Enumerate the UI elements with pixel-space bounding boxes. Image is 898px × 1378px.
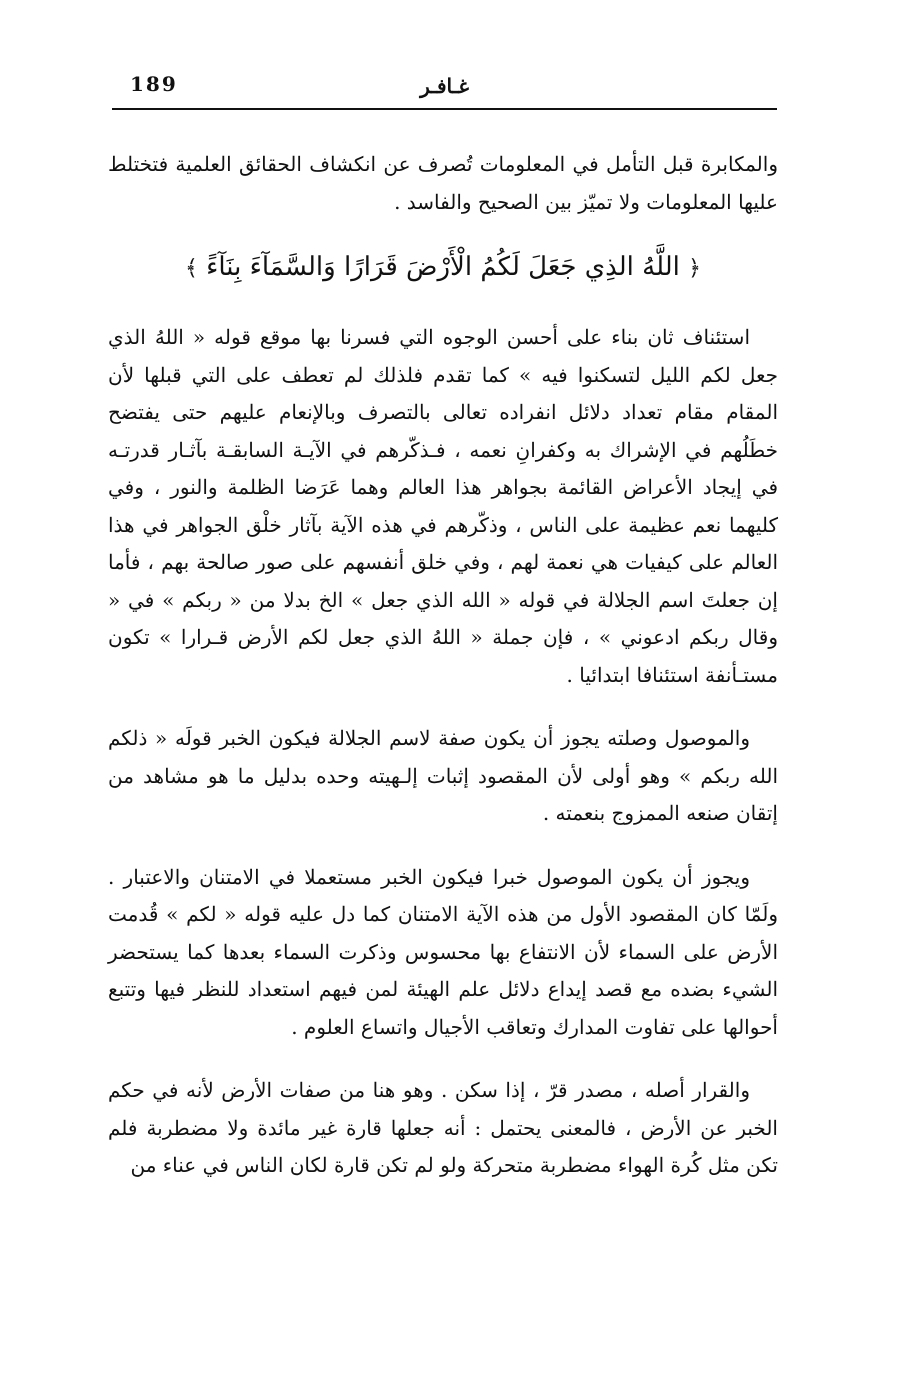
verse-text: اللَّهُ الذِي جَعَلَ لَكُمُ الْأَرْضَ قَرَارًا وَالسَّمَآءَ بِنَآءً bbox=[206, 252, 680, 282]
commentary-paragraph-4: والقرار أصله ، مصدر قرّ ، إذا سكن . وهو هنا من صفات الأرض لأنه في حكم الخبر عن الأرض ، فالمعنى يحتمل : أنه جعلها قارة غير مائدة ولا مضطربة فلم تكن مثل كُرة الهواء مضطربة متحركة ولو لم تكن قارة لكان الناس في عناء من bbox=[108, 1078, 778, 1177]
page-header bbox=[112, 66, 777, 110]
commentary-paragraph-3: ويجوز أن يكون الموصول خبرا فيكون الخبر مستعملا في الامتنان والاعتبار . ولَمّا كان المقصود الأول من هذه الآية الامتنان كما دل عليه قوله « لكم » قُدمت الأرض على السماء لأن الانتفاع بها محسوس وذكرت السماء بعدها كما يستحضر الشيء بضده مع قصد إيداع دلائل علم الهيئة لمن فيهم استعداد للنظر فيها وتتبع أحوالها على تفاوت المدارك وتعاقب الأجيال واتساع العلوم . bbox=[108, 864, 778, 1039]
verse-close-bracket: ﴾ bbox=[184, 256, 198, 281]
page-body bbox=[108, 146, 778, 1211]
page-number: 189 bbox=[130, 72, 178, 96]
continuation-paragraph: والمكابرة قبل التأمل في المعلومات تُصرف عن انكشاف الحقائق العلمية فتختلط عليها المعلومات ولا تميّز بين الصحيح والفاسد . bbox=[108, 152, 778, 214]
quran-verse bbox=[108, 247, 778, 289]
verse-open-bracket: ﴿ bbox=[688, 256, 701, 281]
commentary-paragraph-1: استئناف ثان بناء على أحسن الوجوه التي فسرنا بها موقع قوله « اللهُ الذي جعل لكم الليل لتسكنوا فيه » كما تقدم فلذلك لم تعطف على التي قبلها لأن المقام مقام تعداد دلائل انفراده تعالى بالتصرف وبالإنعام عليهم حتى يفتضح خطَلُهم في الإشراك به وكفرانِ نعمه ، فـذكّرهم في الآيـة السابقـة بآثـار قدرتـه في إيجاد الأعراض القائمة بجواهر هذا العالم وهما عَرَضا الظلمة والنور ، وفي كليهما نعم عظيمة على الناس ، وذكّرهم في هذه الآية بآثار خلْق الجواهر في هذا العالم على كيفيات هي نعمة لهم ، وفي خلق أنفسهم على صور صالحة بهم ، فأما إن جعلتَ اسم الجلالة في قوله « الله الذي جعل » الخ بدلا من « ربكم » في « وقال ربكم ادعوني » ، فإن جملة « اللهُ الذي جعل لكم الأرض قـرارا » تكون مستـأنفة استئنافا ابتدائيا . bbox=[108, 325, 778, 687]
commentary-paragraph-2: والموصول وصلته يجوز أن يكون صفة لاسم الجلالة فيكون الخبر قولَه « ذلكم الله ربكم » وهو أولى لأن المقصود إثبات إلـهيته وحده بدليل ما هو مشاهد من إتقان صنعه الممزوج بنعمته . bbox=[108, 726, 778, 825]
running-title: غـافـر bbox=[420, 74, 469, 98]
header-rule bbox=[112, 108, 777, 110]
